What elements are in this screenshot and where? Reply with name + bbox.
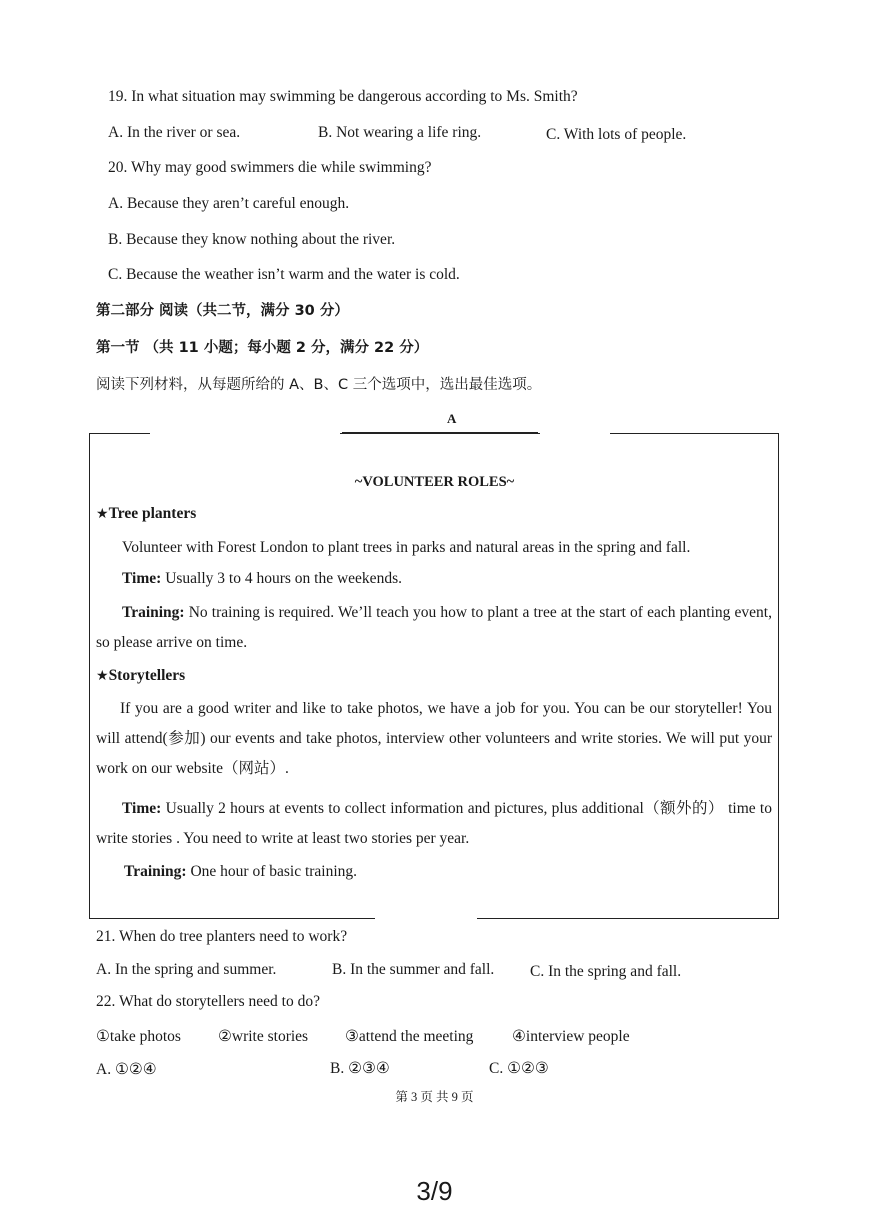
role-1-time-text: Usually 3 to 4 hours on the weekends. [161,570,402,587]
q22-item-1: ①take photos [96,1028,181,1045]
q19-option-b: B. Not wearing a life ring. [318,124,482,141]
role-1-description: Volunteer with Forest London to plant trees in parks and natural areas in the spring and fall. [122,539,691,556]
q21-option-c: C. In the spring and fall. [530,963,682,980]
part-two-title: 第二部分 阅读（共二节，满分 30 分） [96,303,349,319]
question-21: 21. When do tree planters need to work? [96,928,348,945]
box-top-rule [342,432,538,434]
q20-option-a: A. Because they aren’t careful enough. [108,195,350,212]
q22-option-a: A. ①②④ [96,1061,157,1078]
role-1-time-label: Time: [122,570,162,587]
role-tree-planters-heading [96,504,196,524]
role-2-time-label: Time: [122,800,162,817]
box-top-gap-right [540,431,610,435]
q22-item-3: ③attend the meeting [345,1028,474,1045]
question-20: 20. Why may good swimmers die while swimming? [108,159,432,176]
passage-title: ~VOLUNTEER ROLES~ [354,474,515,490]
role-1-time [122,569,402,589]
star-icon: ★ [96,668,109,684]
star-icon: ★ [96,506,109,522]
page-number: 3/9 [416,1176,453,1206]
q22-option-c: C. ①②③ [489,1060,549,1077]
role-1-training [96,598,772,658]
role-2-name: Storytellers [108,667,186,684]
q19-option-a: A. In the river or sea. [108,124,241,141]
role-1-training-text: No training is required. We’ll teach you how to plant a tree at the start of each planting event, so please arrive on time. [96,604,772,651]
section-one-title: 第一节 （共 11 小题；每小题 2 分，满分 22 分） [96,340,429,356]
q20-option-c: C. Because the weather isn’t warm and the water is cold. [108,266,460,283]
question-19: 19. In what situation may swimming be dangerous according to Ms. Smith? [108,88,578,105]
q22-item-2: ②write stories [218,1028,309,1045]
role-2-training-label: Training: [124,863,187,880]
q21-option-b: B. In the summer and fall. [332,961,495,978]
role-2-training-text: One hour of basic training. [186,863,358,880]
passage-letter: A [447,411,457,426]
q22-item-4: ④interview people [512,1028,630,1045]
box-top-gap-left [150,431,340,435]
page-footer: 第 3 页 共 9 页 [395,1090,474,1104]
role-storytellers-heading [96,666,185,686]
role-2-training [124,862,357,882]
question-22: 22. What do storytellers need to do? [96,993,320,1010]
role-2-description: If you are a good writer and like to take photos, we have a job for you. You can be our storyteller! You will attend(参加) our events and take photos, interview other volunteers and write stories. We will put your work on our website（网站）. [96,700,772,777]
reading-instruction: 阅读下列材料，从每题所给的 A、B、C 三个选项中，选出最佳选项。 [96,377,542,393]
role-1-training-label: Training: [122,604,185,621]
q21-option-a: A. In the spring and summer. [96,961,277,978]
box-bottom-gap [375,916,477,920]
q19-option-c: C. With lots of people. [546,126,687,143]
role-1-name: Tree planters [108,505,197,522]
q22-option-b: B. ②③④ [330,1060,390,1077]
q20-option-b: B. Because they know nothing about the river. [108,231,396,248]
role-2-time [96,794,772,854]
role-2-time-text: Usually 2 hours at events to collect information and pictures, plus additional（额外的） time to write stories . You need to write at least two stories per year. [96,800,772,847]
